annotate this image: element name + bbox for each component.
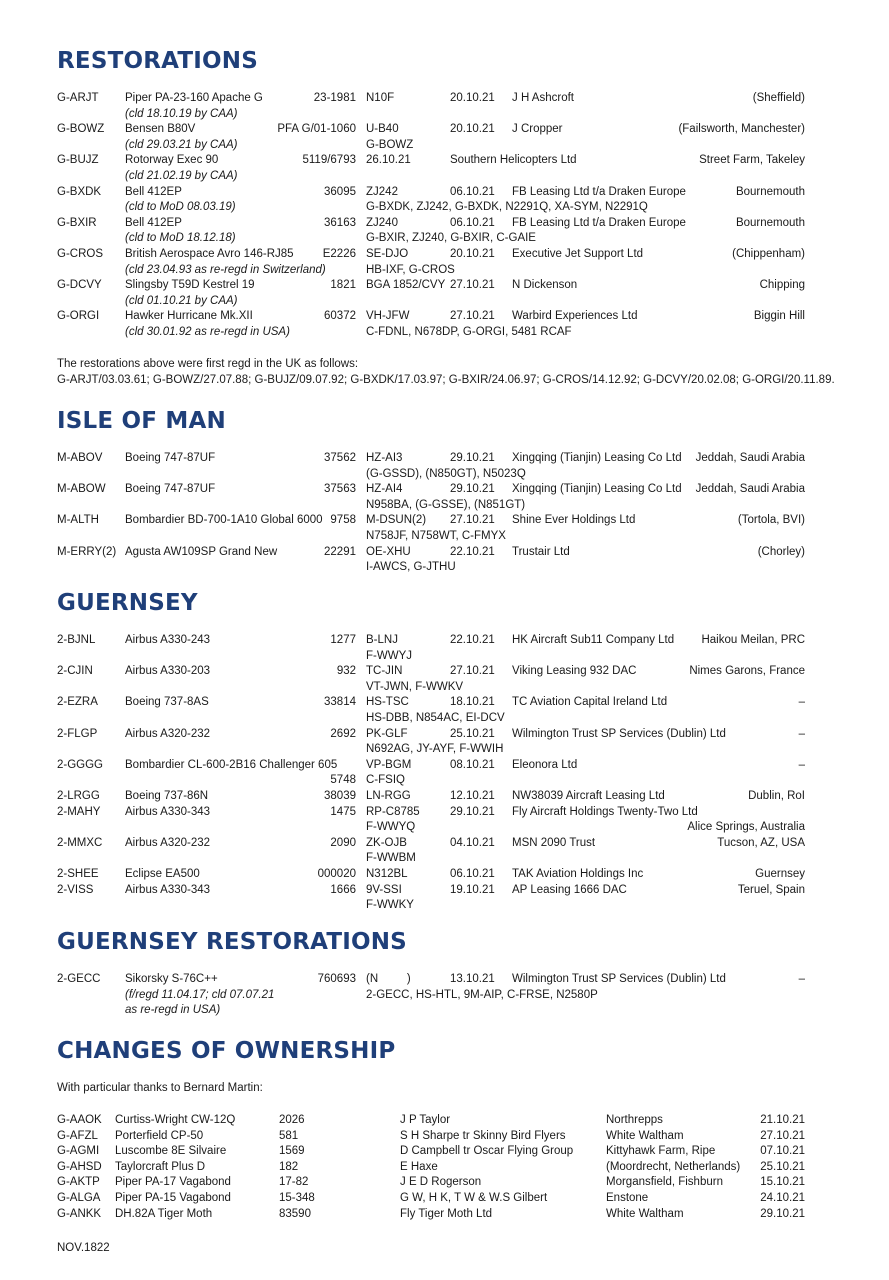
date: 20.10.21: [450, 92, 495, 104]
location: Dublin, RoI: [748, 789, 805, 802]
msn: PFA G/01-1060: [277, 123, 356, 136]
previous-id: OE-XHU: [366, 545, 411, 558]
table-row: [57, 883, 809, 914]
history: C-FSIQ: [366, 774, 405, 787]
owner: Executive Jet Support Ltd: [512, 247, 644, 260]
owner: Eleonora Ltd: [512, 758, 578, 771]
date: 22.10.21: [450, 545, 495, 558]
table-row: [57, 695, 809, 726]
aircraft-type: Airbus A330-243: [125, 634, 211, 646]
guernsey-restorations-heading: GUERNSEY RESTORATIONS: [57, 929, 407, 955]
history: VT-JWN, F-WWKV: [366, 680, 464, 693]
aircraft-type: Bombardier CL-600-2B16 Challenger 605: [125, 758, 338, 771]
date: 06.10.21: [450, 216, 495, 229]
table-row: [57, 805, 809, 836]
date: 25.10.21: [450, 727, 495, 740]
previous-id: LN-RGG: [366, 789, 411, 802]
reg: G-ARJT: [57, 92, 99, 104]
previous-id: HZ-AI3: [366, 452, 403, 464]
table-row: [57, 513, 809, 544]
msn: 5119/6793: [302, 154, 356, 167]
history: HB-IXF, G-CROS: [366, 263, 455, 276]
reg: G-AKTP: [57, 1176, 100, 1189]
msn: 2692: [330, 727, 356, 740]
reg: 2-BJNL: [57, 634, 96, 646]
msn: 2090: [330, 836, 356, 849]
reg: 2-GGGG: [57, 758, 104, 771]
owner: G W, H K, T W & W.S Gilbert: [400, 1191, 548, 1204]
previous-id: HZ-AI4: [366, 483, 403, 496]
msn: 581: [279, 1129, 299, 1142]
previous-id: B-LNJ: [366, 634, 398, 646]
msn: 2026: [279, 1114, 305, 1126]
msn: 1666: [330, 883, 356, 896]
msn: 23-1981: [313, 92, 356, 104]
aircraft-type: Bell 412EP: [125, 185, 182, 198]
note: (cld 21.02.19 by CAA): [125, 169, 238, 182]
history: N758JF, N758WT, C-FMYX: [366, 529, 506, 542]
table-row: [57, 664, 809, 695]
aircraft-type: British Aerospace Avro 146-RJ85: [125, 247, 294, 260]
aircraft-type: DH.82A Tiger Moth: [115, 1207, 213, 1220]
previous-id: N312BL: [366, 867, 408, 880]
guernsey-table: [57, 633, 809, 914]
table-row: [57, 1129, 809, 1145]
owner: Fly Tiger Moth Ltd: [400, 1207, 493, 1220]
date: 04.10.21: [450, 836, 495, 849]
date: 21.10.21: [760, 1114, 805, 1126]
date: 27.10.21: [450, 514, 495, 527]
date: 27.10.21: [450, 279, 495, 292]
previous-id: ZJ242: [366, 185, 398, 198]
location: (Sheffield): [752, 92, 805, 104]
msn: 38039: [324, 789, 356, 802]
owner: Xingqing (Tianjin) Leasing Co Ltd: [512, 452, 682, 464]
note: (f/regd 11.04.17; cld 07.07.21: [125, 988, 275, 1001]
location: Chipping: [759, 279, 805, 292]
aircraft-type: Bell 412EP: [125, 216, 182, 229]
date: 15.10.21: [760, 1176, 805, 1189]
table-row: [57, 727, 809, 758]
location: –: [798, 727, 805, 740]
reg: M-ABOW: [57, 483, 106, 496]
owner: Fly Aircraft Holdings Twenty-Two Ltd: [512, 805, 698, 818]
note: (cld to MoD 18.12.18): [125, 232, 236, 245]
location: (Tortola, BVI): [737, 514, 805, 527]
table-row: [57, 216, 809, 247]
aircraft-type: Taylorcraft Plus D: [115, 1160, 206, 1173]
date: 07.10.21: [760, 1145, 805, 1158]
history: G-BOWZ: [366, 138, 414, 151]
isle-of-man-table: [57, 451, 809, 576]
msn: 17-82: [279, 1176, 309, 1189]
date: 18.10.21: [450, 696, 495, 709]
location: Tucson, AZ, USA: [717, 836, 805, 849]
location: Guernsey: [755, 867, 805, 880]
location: White Waltham: [606, 1207, 684, 1220]
table-row: [57, 91, 809, 122]
table-row: [57, 972, 809, 1019]
owner: Wilmington Trust SP Services (Dublin) Ltd: [512, 727, 726, 740]
msn: 5748: [330, 774, 356, 787]
table-row: [57, 153, 809, 184]
owner: TAK Aviation Holdings Inc: [512, 867, 644, 880]
msn: 15-348: [279, 1191, 315, 1204]
table-row: [57, 1175, 809, 1191]
table-row: [57, 633, 809, 664]
date: 20.10.21: [450, 247, 495, 260]
reg: G-CROS: [57, 247, 103, 260]
history: F-WWBM: [366, 852, 416, 865]
reg: M-ERRY(2): [57, 545, 117, 558]
location: (Failsworth, Manchester): [678, 123, 805, 136]
msn: 1569: [279, 1145, 305, 1158]
location: Kittyhawk Farm, Ripe: [606, 1145, 716, 1158]
msn: 182: [279, 1160, 299, 1173]
location: Jeddah, Saudi Arabia: [695, 452, 805, 464]
history: N692AG, JY-AYF, F-WWIH: [366, 743, 504, 756]
date: 06.10.21: [450, 867, 495, 880]
date: 26.10.21: [366, 154, 411, 167]
date: 22.10.21: [450, 634, 495, 646]
owner: FB Leasing Ltd t/a Draken Europe: [512, 185, 686, 198]
aircraft-type: Bombardier BD-700-1A10 Global 6000: [125, 514, 323, 527]
owner: Trustair Ltd: [512, 545, 570, 558]
note: (cld 18.10.19 by CAA): [125, 107, 238, 120]
owner: HK Aircraft Sub11 Company Ltd: [512, 634, 675, 646]
table-row: [57, 482, 809, 513]
ownership-table: [57, 1113, 809, 1222]
msn: 9758: [330, 514, 356, 527]
reg: M-ABOV: [57, 452, 103, 464]
reg: G-ALGA: [57, 1191, 101, 1204]
guernsey-restorations-table: [57, 972, 809, 1019]
history: G-BXDK, ZJ242, G-BXDK, N2291Q, XA-SYM, N2291Q: [366, 201, 648, 214]
history: F-WWYQ: [366, 821, 416, 834]
location: Teruel, Spain: [737, 883, 805, 896]
previous-id: RP-C8785: [366, 805, 420, 818]
aircraft-type: Boeing 747-87UF: [125, 452, 216, 464]
reg: G-AHSD: [57, 1160, 102, 1173]
previous-id: 9V-SSI: [366, 883, 402, 896]
msn: 83590: [279, 1207, 311, 1220]
aircraft-type: Agusta AW109SP Grand New: [125, 545, 278, 558]
location: Jeddah, Saudi Arabia: [695, 483, 805, 496]
previous-id: HS-TSC: [366, 696, 409, 709]
note: as re-regd in USA): [125, 1004, 221, 1017]
aircraft-type: Piper PA-23-160 Apache G: [125, 92, 263, 104]
table-row: [57, 1144, 809, 1160]
aircraft-type: Hawker Hurricane Mk.XII: [125, 310, 253, 323]
location: –: [798, 696, 805, 709]
date: 12.10.21: [450, 789, 495, 802]
date: 29.10.21: [450, 452, 495, 464]
previous-id: M-DSUN(2): [366, 514, 427, 527]
msn: 36095: [324, 185, 356, 198]
reg: 2-MAHY: [57, 805, 101, 818]
history: F-WWYJ: [366, 649, 412, 662]
aircraft-type: Eclipse EA500: [125, 867, 200, 880]
note: (cld 23.04.93 as re-regd in Switzerland): [125, 263, 326, 276]
table-row: [57, 1191, 809, 1207]
aircraft-type: Porterfield CP-50: [115, 1129, 204, 1142]
location: Haikou Meilan, PRC: [701, 634, 805, 646]
location: Enstone: [606, 1191, 649, 1204]
table-row: [57, 1207, 809, 1223]
date: 20.10.21: [450, 123, 495, 136]
table-row: [57, 247, 809, 278]
owner: J E D Rogerson: [400, 1176, 482, 1189]
aircraft-type: Airbus A320-232: [125, 836, 211, 849]
previous-id: PK-GLF: [366, 727, 408, 740]
reg: G-BUJZ: [57, 154, 99, 167]
msn: 1277: [330, 634, 356, 646]
location: (Chippenham): [732, 247, 805, 260]
owner: Wilmington Trust SP Services (Dublin) Ltd: [512, 973, 726, 985]
history: G-BXIR, ZJ240, G-BXIR, C-GAIE: [366, 232, 536, 245]
aircraft-type: Airbus A330-343: [125, 805, 211, 818]
aircraft-type: Airbus A330-203: [125, 665, 211, 678]
location: –: [798, 973, 805, 985]
date: 29.10.21: [760, 1207, 805, 1220]
date: 13.10.21: [450, 973, 495, 985]
owner: S H Sharpe tr Skinny Bird Flyers: [400, 1129, 566, 1142]
table-row: [57, 309, 809, 340]
reg: 2-EZRA: [57, 696, 98, 709]
reg: G-AAOK: [57, 1114, 102, 1126]
table-row: [57, 758, 809, 789]
aircraft-type: Boeing 747-87UF: [125, 483, 216, 496]
previous-id: SE-DJO: [366, 247, 409, 260]
note: (cld 30.01.92 as re-regd in USA): [125, 325, 290, 338]
previous-id: VP-BGM: [366, 758, 412, 771]
reg: G-BXDK: [57, 185, 102, 198]
history: N958BA, (G-GSSE), (N851GT): [366, 498, 526, 511]
reg: 2-CJIN: [57, 665, 93, 678]
aircraft-type: Boeing 737-86N: [125, 789, 209, 802]
location: Bournemouth: [735, 185, 805, 198]
location: –: [798, 758, 805, 771]
reg: 2-SHEE: [57, 867, 99, 880]
aircraft-type: Piper PA-15 Vagabond: [115, 1191, 231, 1204]
table-row: [57, 278, 809, 309]
msn: 37562: [324, 452, 356, 464]
changes-of-ownership-heading: CHANGES OF OWNERSHIP: [57, 1038, 396, 1064]
aircraft-type: Rotorway Exec 90: [125, 154, 219, 167]
date: 24.10.21: [760, 1191, 805, 1204]
history: 2-GECC, HS-HTL, 9M-AIP, C-FRSE, N2580P: [366, 988, 598, 1001]
table-row: [57, 836, 809, 867]
aircraft-type: Airbus A320-232: [125, 727, 211, 740]
guernsey-heading: GUERNSEY: [57, 590, 198, 616]
location: Northrepps: [606, 1114, 663, 1126]
note: (cld to MoD 08.03.19): [125, 201, 236, 214]
owner: AP Leasing 1666 DAC: [512, 883, 627, 896]
reg: 2-FLGP: [57, 727, 98, 740]
date: 27.10.21: [760, 1129, 805, 1142]
date: 06.10.21: [450, 185, 495, 198]
table-row: [57, 1160, 809, 1176]
location: (Chorley): [757, 545, 805, 558]
aircraft-type: Piper PA-17 Vagabond: [115, 1176, 231, 1189]
location: White Waltham: [606, 1129, 684, 1142]
owner: D Campbell tr Oscar Flying Group: [400, 1145, 574, 1158]
restorations-footnote-intro: The restorations above were first regd in the UK as follows:: [57, 358, 359, 370]
aircraft-type: Sikorsky S-76C++: [125, 973, 218, 985]
msn: E2226: [322, 247, 356, 260]
location: Nimes Garons, France: [689, 665, 805, 678]
msn: 22291: [324, 545, 356, 558]
owner: Warbird Experiences Ltd: [512, 310, 638, 323]
ownership-intro: With particular thanks to Bernard Martin:: [57, 1082, 263, 1094]
previous-id: ZK-OJB: [366, 836, 407, 849]
table-row: [57, 867, 809, 883]
msn: 1475: [330, 805, 356, 818]
owner: TC Aviation Capital Ireland Ltd: [512, 696, 668, 709]
previous-id: U-B40: [366, 123, 399, 136]
location: (Moordrecht, Netherlands): [606, 1160, 741, 1173]
reg: G-ORGI: [57, 310, 100, 323]
msn: 33814: [324, 696, 356, 709]
aircraft-type: Slingsby T59D Kestrel 19: [125, 279, 255, 292]
aircraft-type: Boeing 737-8AS: [125, 696, 209, 709]
msn: 37563: [324, 483, 356, 496]
owner: J H Ashcroft: [512, 92, 574, 104]
reg: M-ALTH: [57, 514, 99, 527]
reg: 2-MMXC: [57, 836, 103, 849]
owner: N Dickenson: [512, 279, 578, 292]
date: 19.10.21: [450, 883, 495, 896]
location: Morgansfield, Fishburn: [606, 1176, 723, 1189]
date: 27.10.21: [450, 310, 495, 323]
note: (cld 01.10.21 by CAA): [125, 294, 238, 307]
history: (G-GSSD), (N850GT), N5023Q: [366, 467, 526, 480]
aircraft-type: Airbus A330-343: [125, 883, 211, 896]
msn: 36163: [324, 216, 356, 229]
history: HS-DBB, N854AC, EI-DCV: [366, 711, 505, 724]
previous-id: TC-JIN: [366, 665, 403, 678]
table-row: [57, 122, 809, 153]
location: Alice Springs, Australia: [687, 821, 805, 834]
msn: 1821: [330, 279, 356, 292]
owner: J P Taylor: [400, 1114, 451, 1126]
history: I-AWCS, G-JTHU: [366, 561, 456, 574]
aircraft-type: Luscombe 8E Silvaire: [115, 1145, 227, 1158]
location: Bournemouth: [735, 216, 805, 229]
reg: G-BOWZ: [57, 123, 105, 136]
reg: 2-LRGG: [57, 789, 100, 802]
owner: Southern Helicopters Ltd: [450, 154, 577, 167]
date: 27.10.21: [450, 665, 495, 678]
restorations-heading: RESTORATIONS: [57, 48, 258, 74]
reg: G-AFZL: [57, 1129, 98, 1142]
reg: 2-VISS: [57, 883, 94, 896]
reg: G-AGMI: [57, 1145, 100, 1158]
reg: G-ANKK: [57, 1207, 102, 1220]
owner: NW38039 Aircraft Leasing Ltd: [512, 789, 665, 802]
msn: 760693: [317, 973, 356, 985]
date: 25.10.21: [760, 1160, 805, 1173]
table-row: [57, 185, 809, 216]
history: F-WWKY: [366, 899, 414, 912]
register-page: [57, 0, 835, 1280]
reg: G-BXIR: [57, 216, 97, 229]
previous-id: BGA 1852/CVY: [366, 279, 446, 292]
owner: Xingqing (Tianjin) Leasing Co Ltd: [512, 483, 682, 496]
restorations-table: [57, 91, 809, 341]
restorations-footnote-list: G-ARJT/03.03.61; G-BOWZ/27.07.88; G-BUJZ/09.07.92; G-BXDK/17.03.97; G-BXIR/24.06.97; G-CROS/14.12.92; G-DCVY/20.02.08; G-ORGI/20.11.89.: [57, 374, 835, 386]
reg: 2-GECC: [57, 973, 101, 985]
date: 08.10.21: [450, 758, 495, 771]
table-row: [57, 1113, 809, 1129]
owner: Shine Ever Holdings Ltd: [512, 514, 636, 527]
owner: Viking Leasing 932 DAC: [512, 665, 637, 678]
owner: MSN 2090 Trust: [512, 836, 596, 849]
isle-of-man-heading: ISLE OF MAN: [57, 408, 226, 434]
reg: G-DCVY: [57, 279, 102, 292]
previous-id: VH-JFW: [366, 310, 410, 323]
aircraft-type: Curtiss-Wright CW-12Q: [115, 1114, 236, 1126]
owner: J Cropper: [512, 123, 563, 136]
msn: 000020: [317, 867, 356, 880]
table-row: [57, 789, 809, 805]
location: Street Farm, Takeley: [699, 154, 805, 167]
table-row: [57, 545, 809, 576]
previous-id: N10F: [366, 92, 395, 104]
history: C-FDNL, N678DP, G-ORGI, 5481 RCAF: [366, 325, 572, 338]
location: Biggin Hill: [753, 310, 805, 323]
msn: 932: [336, 665, 356, 678]
msn: 60372: [324, 310, 356, 323]
date: 29.10.21: [450, 805, 495, 818]
page-reference: NOV.1822: [57, 1242, 110, 1254]
table-row: [57, 451, 809, 482]
owner: FB Leasing Ltd t/a Draken Europe: [512, 216, 686, 229]
aircraft-type: Bensen B80V: [125, 123, 196, 136]
date: 29.10.21: [450, 483, 495, 496]
previous-id: (N ): [366, 973, 411, 985]
note: (cld 29.03.21 by CAA): [125, 138, 238, 151]
owner: E Haxe: [400, 1160, 438, 1173]
previous-id: ZJ240: [366, 216, 398, 229]
